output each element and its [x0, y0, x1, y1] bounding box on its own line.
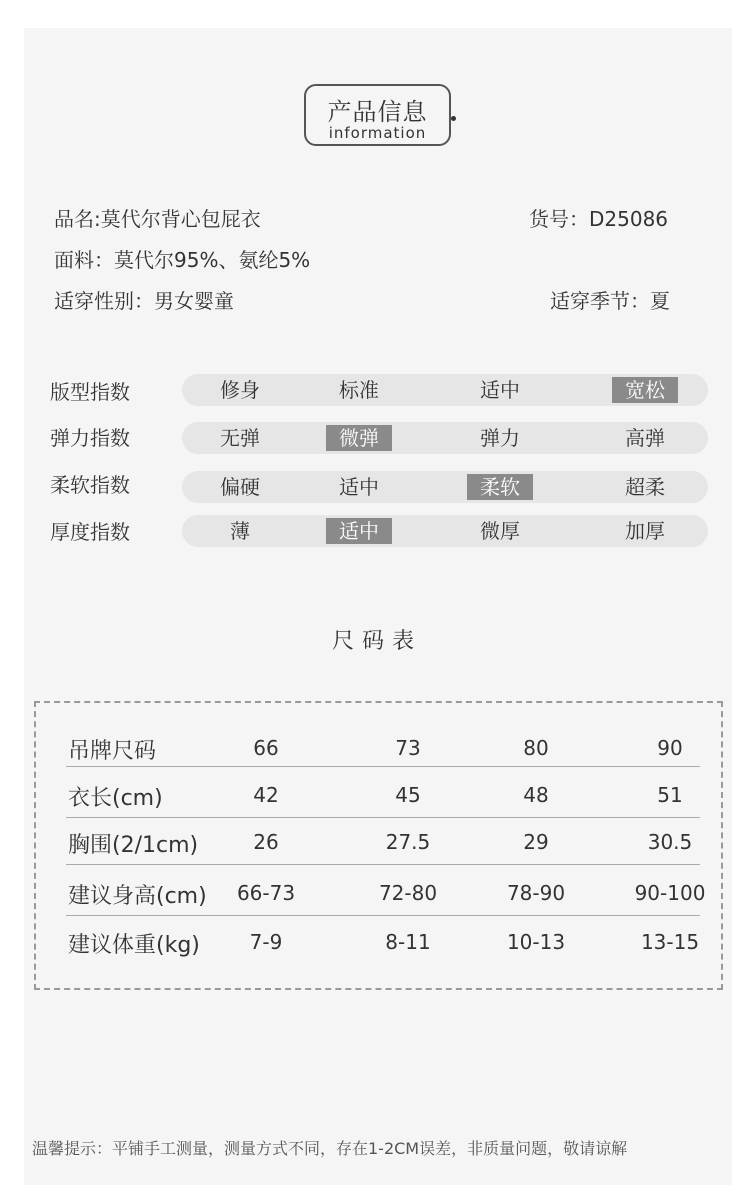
item-number: 货号：D25086 — [529, 207, 669, 231]
size-cell: 30.5 — [647, 830, 693, 854]
scale-bar — [182, 422, 708, 454]
scale-bar — [182, 374, 708, 406]
size-cell: 90-100 — [634, 881, 706, 905]
scale-label: 弹力指数 — [50, 426, 130, 450]
size-row-label: 衣长(cm) — [68, 786, 163, 811]
scale-label: 版型指数 — [50, 380, 130, 404]
size-row-label: 吊牌尺码 — [68, 739, 157, 764]
content-panel — [24, 28, 732, 1185]
row-divider — [66, 766, 700, 767]
scale-option-selected: 宽松 — [612, 377, 678, 403]
size-cell: 45 — [395, 783, 421, 807]
row-divider — [66, 864, 700, 865]
scale-option: 无弹 — [220, 426, 260, 450]
scale-option: 微厚 — [480, 519, 520, 543]
row-divider — [66, 915, 700, 916]
size-row-label: 建议体重(kg) — [68, 933, 200, 958]
scale-option-selected: 微弹 — [326, 425, 392, 451]
size-row-label: 建议身高(cm) — [68, 884, 207, 909]
size-cell: 26 — [253, 830, 279, 854]
size-cell: 8-11 — [385, 930, 431, 954]
scale-label: 厚度指数 — [50, 520, 130, 544]
scale-option: 适中 — [480, 378, 520, 402]
scale-option: 修身 — [220, 378, 260, 402]
size-cell: 13-15 — [640, 930, 700, 954]
scale-option: 适中 — [339, 475, 379, 499]
scale-option: 超柔 — [625, 475, 665, 499]
gender-info: 适穿性别：男女婴童 — [54, 289, 234, 313]
size-cell: 51 — [657, 783, 683, 807]
scale-option-selected: 适中 — [326, 518, 392, 544]
fabric-info: 面料：莫代尔95%、氨纶5% — [54, 248, 311, 272]
scale-bar — [182, 515, 708, 547]
title-dot-icon — [451, 116, 456, 121]
size-cell: 7-9 — [249, 930, 283, 954]
scale-option: 薄 — [230, 519, 250, 543]
size-cell: 73 — [395, 736, 421, 760]
product-name: 品名:莫代尔背心包屁衣 — [54, 207, 261, 231]
section-title-badge — [304, 84, 451, 146]
scale-option: 加厚 — [625, 519, 665, 543]
size-cell: 80 — [523, 736, 549, 760]
measurement-note: 温馨提示：平铺手工测量，测量方式不同，存在1-2CM误差，非质量问题，敬请谅解 — [32, 1139, 628, 1158]
scale-option: 偏硬 — [220, 475, 260, 499]
scale-option: 高弹 — [625, 426, 665, 450]
title-chinese: 产品信息 — [327, 98, 428, 126]
size-cell: 66 — [253, 736, 279, 760]
size-cell: 10-13 — [506, 930, 566, 954]
size-cell: 29 — [523, 830, 549, 854]
size-row-label: 胸围(2/1cm) — [68, 833, 199, 858]
size-cell: 72-80 — [378, 881, 438, 905]
title-english: information — [328, 124, 427, 142]
size-cell: 90 — [657, 736, 683, 760]
size-cell: 42 — [253, 783, 279, 807]
size-cell: 66-73 — [236, 881, 296, 905]
scale-bar — [182, 471, 708, 503]
size-cell: 78-90 — [506, 881, 566, 905]
size-chart-title: 尺码表 — [331, 629, 422, 654]
scale-label: 柔软指数 — [50, 473, 130, 497]
scale-option: 标准 — [339, 378, 379, 402]
season-info: 适穿季节：夏 — [550, 289, 670, 313]
row-divider — [66, 817, 700, 818]
scale-option: 弹力 — [480, 426, 520, 450]
scale-option-selected: 柔软 — [467, 474, 533, 500]
size-cell: 27.5 — [385, 830, 431, 854]
size-cell: 48 — [523, 783, 549, 807]
